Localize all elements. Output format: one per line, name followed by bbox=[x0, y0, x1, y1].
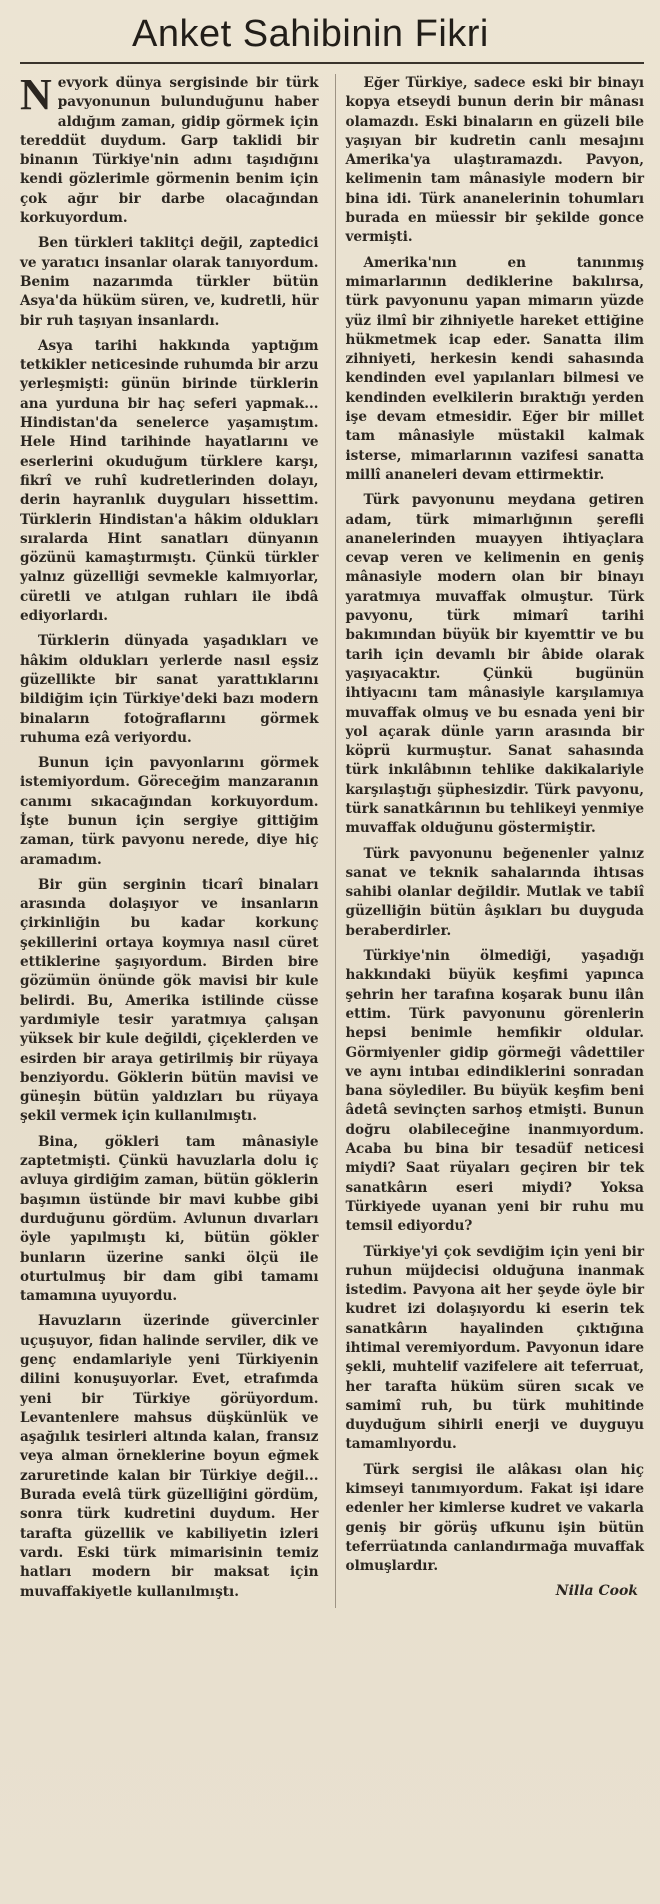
article-title: Anket Sahibinin Fikri bbox=[132, 13, 489, 55]
title-rule bbox=[20, 62, 644, 64]
paragraph-1 bbox=[20, 70, 319, 228]
paragraph-3: Asya tarihi hakkında yaptığım tetkikler neticesinde ruhumda bir arzu yerleşmişti: günün birinde türklerin ana yurduna bir haç seferi yapmak... Hindistan'da senelerce yaşamıştım. Hele Hind tarihinde hayatlarını ve eserlerini okuduğum türklere karşı, fikrî ve ruhî kudretlerinden dolayı, derin hayranlık duyguları hissettim. Türklerin Hindistan'a hâkim oldukları sıralarda Hint sanatları dünyanın gözünü kamaştırmıştı. Çünkü türkler yalnız güzelliği sevmekle kalmıyorlar, cüretli ve atılgan ruhları ile ibdâ ediyorlardı. bbox=[20, 337, 319, 625]
paragraph-7: Bina, gökleri tam mânasiyle zaptetmişti. Çünkü havuzlarla dolu iç avluya girdiğim zaman, bütün göklerin başımın üstünde bir mavi kubbe gibi durduğunu gördüm. Avlunun dıvarları öyle yapılmıştı ki, bütün gökler bunların üzerine sanki ölçü ile oturtulmuş bir dam gibi tamamı tamamına uyuyordu. bbox=[20, 1133, 319, 1305]
right-column bbox=[335, 74, 645, 1608]
paragraph-11: Türk pavyonunu meydana getiren adam, türk mimarlığının şerefli ananelerinden muayyen ihtiyaçlara cevap veren ve kelimenin en geniş mânasiyle modern olan bir binayı yaratmıya muvaffak olmuştur. Türk pavyonu, türk mimarî tarihi bakımından büyük bir kıyemttir ve bu tarih için devamlı bir âbide olarak yaşıyacaktır. Çünkü bugünün ihtiyacını tam mânasiyle karşılamıya muvaffak olmuş ve bu esnada yeni bir yol açarak dünle yarın arasında bir köprü kurmuştur. Sanat sahasında türk inkılâbının tehlike dakikalariyle karşılaştığı şüphesizdir. Türk pavyonu, türk sanatkârının bu tehlikeyi yenmiye muvaffak olduğunu göstermiştir. bbox=[345, 492, 644, 837]
paragraph-10: Amerika'nın en tanınmış mimarlarının dediklerine bakılırsa, türk pavyonunu yapan mimarın yüzde yüz ilmî bir zihniyetle hareket ettiğine hükmetmek icap eder. Sanatta ilim zihniyeti, herkesin kendi sahasında kendinden evel yapılanları bilmesi ve kendinden evelkilerin bıraktığı yerden işe devam etmesidir. Eğer bir millet tam mânasiyle müstakil kalmak isterse, mimarlarının vazifesi sanatta millî ananeleri devam ettirmektir. bbox=[345, 254, 644, 483]
drop-cap: N bbox=[20, 70, 52, 119]
paragraph-2: Ben türkleri taklitçi değil, zaptedici ve yaratıcı insanlar olarak tanıyordum. Benim nazarımda türkler bütün Asya'da hüküm süren, ve, kudretli, hür bir ruh taşıyan insanlardı. bbox=[20, 235, 319, 329]
left-column bbox=[20, 70, 319, 1608]
paragraph-4: Türklerin dünyada yaşadıkları ve hâkim oldukları yerlerde nasıl eşsiz güzellikte bir sanat yarattıklarını bildiğim için Türkiye'deki bazı modern binaların fotoğraflarını görmek ruhuma ezâ veriyordu. bbox=[20, 633, 319, 746]
paragraph-5: Bunun için pavyonlarını görmek istemiyordum. Göreceğim manzaranın canımı sıkacağından korkuyordum. İşte bunun için sergiye gittiğim zaman, türk pavyonu nerede, diye hiç aramadım. bbox=[20, 755, 319, 868]
paragraph-8: Havuzların üzerinde güvercinler uçuşuyor, fidan halinde serviler, dik ve genç endamlariyle yeni Türkiyenin dilini konuşuyorlar. Evet, etrafımda yeni bir Türkiye görüyordum. Levantenlere mahsus düşkünlük ve aşağılık tesirleri altında kalan, fransız veya alman örneklerine boyun eğmek zaruretinde kalan bir Türkiye değil... Burada evelâ türk güzelliğini gördüm, sonra türk kudretini duydum. Her tarafta güzellik ve kabiliyetin izleri vardı. Eski türk mimarisinin temiz hatları modern bir maksat için muvaffakiyetle kullanılmıştı. bbox=[20, 1313, 319, 1600]
paragraph-6: Bir gün serginin ticarî binaları arasında dolaşıyor ve insanların çirkinliğin bu kadar korkunç şekillerini ortaya koymıya nasıl cüret ettiklerine şaşıyordum. Birden bire gözümün önünde gök mavisi bir kule belirdi. Bu, Amerika istilinde cüsse yardımiyle tesir yaratmıya çalışan yüksek bir kule değildi, çiçeklerden ve esirden bir araya getirilmiş bir rüyaya benziyordu. Göklerin bütün mavisi ve güneşin bütün yaldızları bu rüyaya şekil vermek için kullanılmıştı. bbox=[20, 876, 319, 1125]
article-body bbox=[20, 70, 644, 1608]
author-signature: Nilla Cook bbox=[555, 1582, 638, 1599]
paragraph-13: Türkiye'nin ölmediği, yaşadığı hakkındaki büyük keşfimi yapınca şehrin her tarafına koşarak bunu ilân ettim. Türk pavyonunu görenlerin hepsi benimle hemfikir oldular. Görmiyenler gidip görmeği vâdettiler ve aynı intıbaı edindiklerini sonradan bana söylediler. Bu büyük keşfim beni âdetâ sevinçten sarhoş etmişti. Bunun doğru olabileceğine inanmıyordum. Acaba bu bina bir tesadüf neticesi miydi? Saat rüyaları geçiren bir tek sanatkârın eseri miydi? Yoksa Türkiyede uyanan yeni bir ruhu mu temsil ediyordu? bbox=[345, 948, 644, 1235]
paragraph-1-text: evyork dünya sergisinde bir türk pavyonunun bulunduğunu haber aldığım zaman, gidip görmek için tereddüt duydum. Garp taklidi bir binanın Türkiye'nin adını taşıdığını kendi gözlerimle görmenin benim için çok ağır bir darbe olacağından korkuyordum. bbox=[20, 75, 319, 227]
paragraph-12: Türk pavyonunu beğenenler yalnız sanat ve teknik sahalarında ihtısas sahibi olanlar değildir. Mutlak ve tabiî güzelliğin bütün âşıkları bu duyguda beraberdirler. bbox=[345, 845, 644, 939]
paragraph-9: Eğer Türkiye, sadece eski bir binayı kopya etseydi bunun derin bir mânası olamazdı. Eski binaların en güzeli bile yaşıyan bir kudretin canlı mesajını Amerika'ya ulaştıramazdı. Pavyon, kelimenin tam mânasiyle modern bir bina idi. Türk ananelerinin tohumları burada en müessir bir şekilde gonce vermişti. bbox=[345, 75, 644, 246]
paragraph-15: Türk sergisi ile alâkası olan hiç kimseyi tanımıyordum. Fakat işi idare edenler her kimlerse kudret ve vakarla geniş bir görüş ufkunu işin bütün teferrüatında canlandırmağa muvaffak olmuşlardır. bbox=[345, 1461, 644, 1575]
paragraph-14: Türkiye'yi çok sevdiğim için yeni bir ruhun müjdecisi olduğuna inanmak istedim. Pavyona ait her şeyde öyle bir kudret izi dolaşıyordu ki eserin tek sanatkârın hayalinden çıktığına ihtimal veremiyordum. Pavyonun idare şekli, muhtelif vazifelere ait teferruat, her tarafta hüküm süren sıcak ve samimî ruh, bu türk muhitinde duyduğum sihirli enerji ve duyguyu tamamlıyordu. bbox=[345, 1243, 644, 1453]
